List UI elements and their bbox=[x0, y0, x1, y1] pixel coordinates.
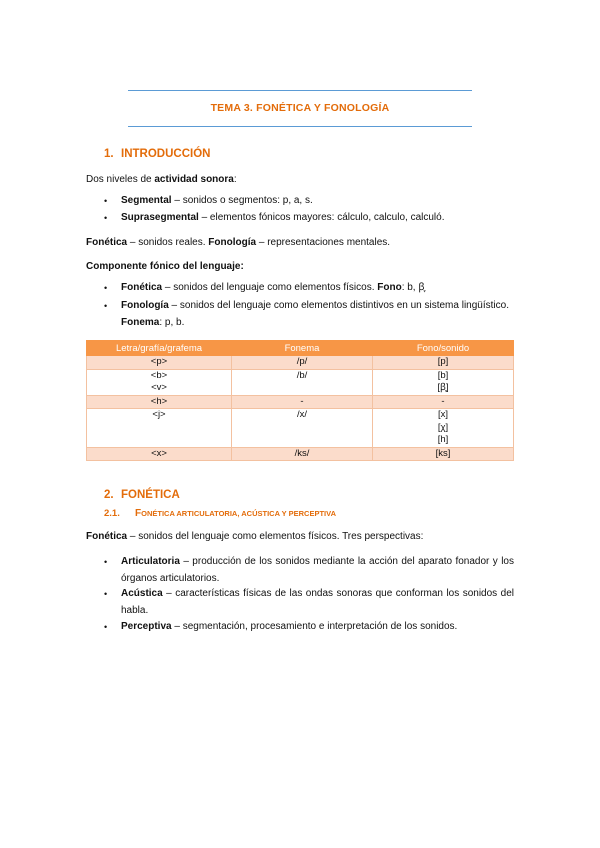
table-cell: /ks/ bbox=[232, 447, 373, 461]
table-cell bbox=[373, 409, 514, 448]
description: – sonidos reales. bbox=[127, 237, 209, 248]
paragraph-definitions bbox=[86, 236, 514, 249]
description: – sonidos o segmentos: p, a, s. bbox=[171, 195, 313, 206]
table-cell bbox=[373, 395, 514, 409]
text: Dos niveles de bbox=[86, 174, 155, 185]
sound: [χ] bbox=[437, 421, 449, 433]
term: Segmental bbox=[121, 195, 172, 206]
bullet-icon: • bbox=[104, 283, 108, 293]
section-title: FONÉTICA bbox=[121, 489, 180, 501]
table-cell: /p/ bbox=[232, 356, 373, 370]
subsection-heading bbox=[104, 508, 336, 519]
sound: - bbox=[441, 395, 445, 407]
table-cell bbox=[373, 369, 514, 395]
bold-text: Componente fónico del lenguaje: bbox=[86, 261, 244, 272]
list-item bbox=[104, 280, 514, 297]
table-cell bbox=[373, 356, 514, 370]
subsection-number: 2.1. bbox=[104, 508, 120, 519]
document-title: TEMA 3. FONÉTICA Y FONOLOGÍA bbox=[210, 102, 390, 114]
description: – sonidos del lenguaje como elementos físicos. Tres perspectivas: bbox=[127, 531, 424, 542]
header-rule-bottom bbox=[128, 126, 472, 127]
section-number: 1. bbox=[104, 148, 114, 160]
term: Fonética bbox=[86, 531, 128, 542]
sound: [b] bbox=[437, 369, 449, 381]
table-cell: /b/ bbox=[232, 369, 373, 395]
bullet-icon: • bbox=[104, 196, 108, 206]
term: Fonología bbox=[208, 237, 257, 248]
table-row bbox=[87, 356, 514, 370]
description: – sonidos del lenguaje como elementos físicos. bbox=[162, 282, 378, 293]
table-cell bbox=[373, 447, 514, 461]
description: : b, ꞵ̞ bbox=[401, 282, 425, 293]
bullet-icon: • bbox=[104, 557, 108, 567]
column-header: Fono/sonido bbox=[373, 341, 514, 356]
list-item bbox=[104, 210, 514, 227]
column-header: Letra/grafía/grafema bbox=[87, 341, 232, 356]
description: – segmentación, procesamiento e interpretación de los sonidos. bbox=[171, 621, 458, 632]
table-row bbox=[87, 369, 514, 395]
term: Fonética bbox=[86, 237, 128, 248]
bold-text: actividad sonora bbox=[154, 174, 234, 185]
table-row bbox=[87, 395, 514, 409]
table-header-row bbox=[87, 341, 514, 356]
section-heading-introduccion bbox=[104, 148, 210, 160]
table-row bbox=[87, 409, 514, 448]
term: Fonética bbox=[121, 282, 163, 293]
table-cell: /x/ bbox=[232, 409, 373, 448]
table-cell: <b> <v> bbox=[87, 369, 232, 395]
table-cell: - bbox=[232, 395, 373, 409]
paragraph-fonetica-intro bbox=[86, 530, 514, 543]
separator: , bbox=[237, 509, 242, 518]
term: Acústica bbox=[121, 588, 163, 599]
term: Suprasegmental bbox=[121, 212, 199, 223]
term: Fonología bbox=[121, 300, 169, 311]
sound: [ꞵ̞] bbox=[437, 382, 449, 393]
section-number: 2. bbox=[104, 489, 114, 501]
sound: [h] bbox=[437, 434, 449, 445]
subsection-title: ONÉTICA ARTICULATORIA bbox=[141, 509, 238, 518]
term: Fonema bbox=[121, 316, 160, 328]
header-rule-top bbox=[128, 90, 472, 91]
description: – producción de los sonidos mediante la acción del aparato fonador y los órganos articulatorios. bbox=[121, 556, 514, 584]
list-item bbox=[104, 193, 514, 210]
text: : bbox=[233, 174, 237, 185]
section-heading-fonetica bbox=[104, 489, 180, 501]
description: – elementos fónicos mayores: cálculo, calculo, calculó. bbox=[198, 212, 445, 223]
paragraph-component-heading bbox=[86, 260, 514, 273]
table-cell: <p> bbox=[87, 356, 232, 370]
list-item bbox=[104, 298, 514, 331]
table-cell: <x> bbox=[87, 447, 232, 461]
bullet-icon: • bbox=[104, 213, 108, 223]
column-header: Fonema bbox=[232, 341, 373, 356]
term: Fono bbox=[377, 282, 402, 293]
bullet-icon: • bbox=[104, 589, 108, 599]
list-item bbox=[104, 554, 514, 587]
term: Articulatoria bbox=[121, 556, 180, 567]
bullet-icon: • bbox=[104, 622, 108, 632]
term: Perceptiva bbox=[121, 621, 172, 632]
description: – sonidos del lenguaje como elementos distintivos en un sistema lingüístico. bbox=[168, 300, 509, 311]
table-cell: <j> bbox=[87, 409, 232, 448]
description: – características físicas de las ondas sonoras que conforman los sonidos del habla. bbox=[121, 588, 514, 616]
sound: [x] bbox=[437, 409, 449, 420]
subsection-initial: F bbox=[135, 508, 142, 519]
phoneme-table bbox=[86, 340, 514, 461]
section-title: INTRODUCCIÓN bbox=[121, 148, 211, 160]
description: – representaciones mentales. bbox=[256, 237, 391, 248]
sound: [ks] bbox=[435, 447, 451, 459]
paragraph-levels-intro bbox=[86, 173, 514, 186]
sound: [p] bbox=[437, 356, 449, 367]
subsection-title: ACÚSTICA Y PERCEPTIVA bbox=[241, 509, 336, 518]
bullet-icon: • bbox=[104, 301, 108, 311]
list-item bbox=[104, 619, 514, 636]
table-cell: <h> bbox=[87, 395, 232, 409]
table-row bbox=[87, 447, 514, 461]
list-item bbox=[104, 586, 514, 619]
description: : p, b. bbox=[159, 316, 185, 328]
